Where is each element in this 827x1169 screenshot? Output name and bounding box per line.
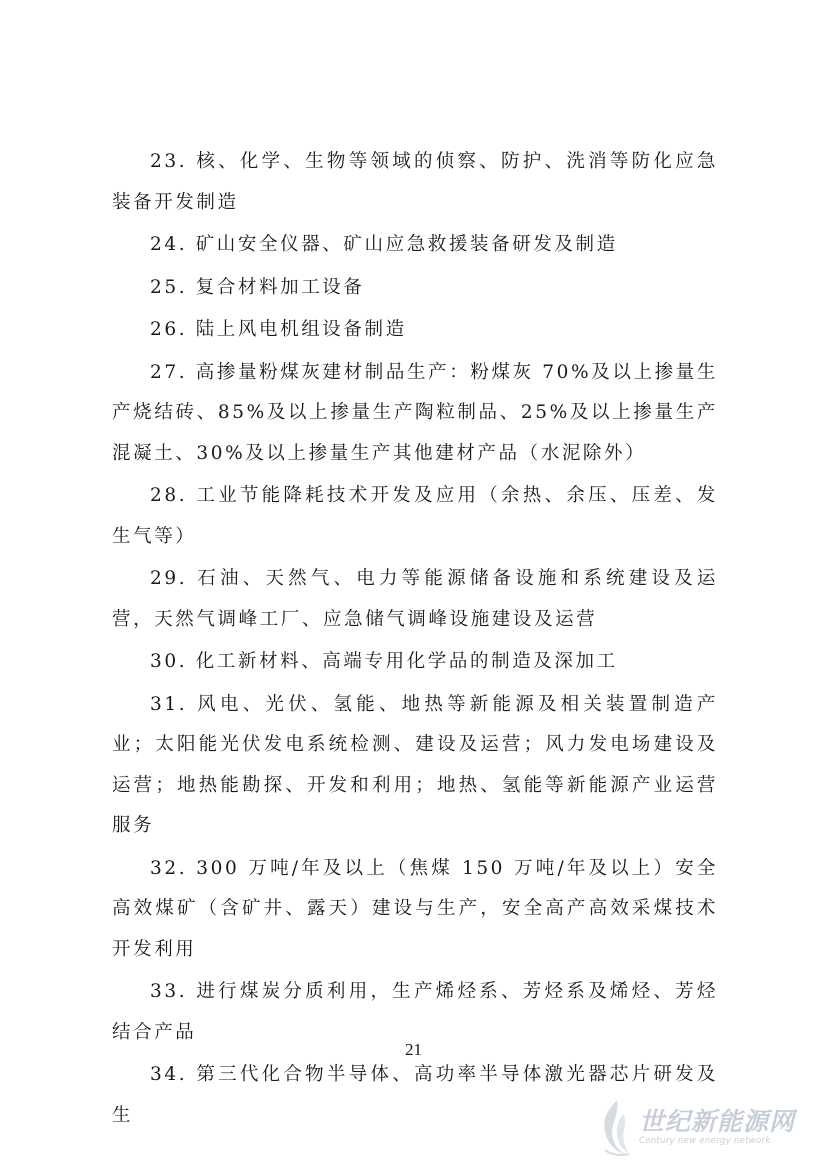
watermark <box>595 1095 805 1159</box>
watermark-subtitle: Century new energy network <box>639 1136 771 1146</box>
list-item-24: 24. 矿山安全仪器、矿山应急救援装备研发及制造 <box>150 234 618 255</box>
list-item-25: 25. 复合材料加工设备 <box>150 276 365 298</box>
watermark-title: 世纪新能源网 <box>639 1107 796 1136</box>
page-number: 21 <box>405 1040 422 1059</box>
list-item-34: 34. 第三代化合物半导体、高功率半导体激光器芯片研发及生 <box>112 1064 718 1126</box>
list-item-28: 28. 工业节能降耗技术开发及应用（余热、余压、压差、发生气等） <box>112 485 718 547</box>
list-item-30: 30. 化工新材料、高端专用化学品的制造及深加工 <box>150 651 618 672</box>
flame-logo-icon <box>595 1098 633 1156</box>
document-body <box>112 142 718 1138</box>
list-item-32: 32. 300 万吨/年及以上（焦煤 150 万吨/年及以上）安全高效煤矿（含矿井、露天）建设与生产，安全高产高效采煤技术开发利用 <box>112 857 718 960</box>
list-item-31: 31. 风电、光伏、氢能、地热等新能源及相关装置制造产业；太阳能光伏发电系统检测、建设及运营；风力发电场建设及运营；地热能勘探、开发和利用；地热、氢能等新能源产业运营服务 <box>112 693 718 836</box>
list-item-26: 26. 陆上风电机组设备制造 <box>150 319 407 340</box>
list-item-23: 23. 核、化学、生物等领域的侦察、防护、洗消等防化应急装备开发制造 <box>112 151 718 213</box>
list-item-27: 27. 高掺量粉煤灰建材制品生产：粉煤灰 70%及以上掺量生产烧结砖、85%及以上掺量生产陶粒制品、25%及以上掺量生产混凝土、30%及以上掺量生产其他建材产品（水泥除外） <box>112 361 718 464</box>
list-item-33: 33. 进行煤炭分质利用，生产烯烃系、芳烃系及烯烃、芳烃结合产品 <box>112 981 718 1043</box>
list-item-29: 29. 石油、天然气、电力等能源储备设施和系统建设及运营，天然气调峰工厂、应急储气调峰设施建设及运营 <box>112 568 718 630</box>
